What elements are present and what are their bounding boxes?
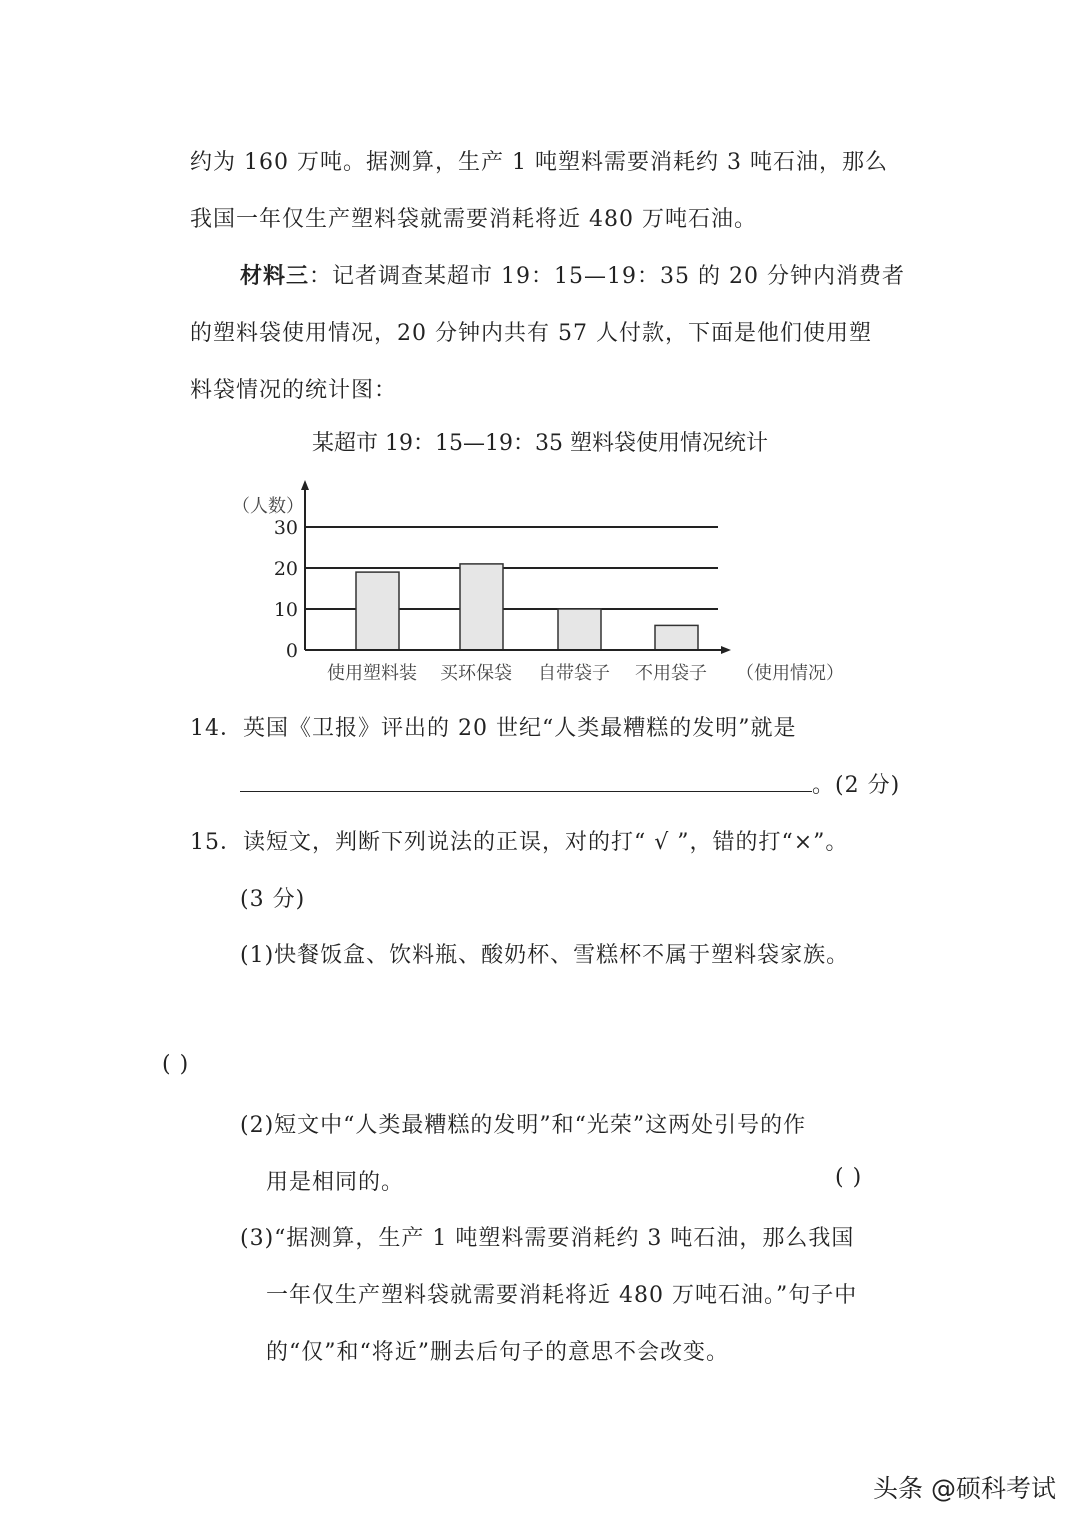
bar <box>356 572 399 650</box>
bar <box>558 609 601 650</box>
answer-blank[interactable] <box>240 771 812 792</box>
question-15: 15．读短文，判断下列说法的正误，对的打“ √ ”，错的打“×”。 <box>190 830 849 855</box>
bar <box>460 564 503 650</box>
y-axis-arrow-icon <box>301 480 309 490</box>
score: (3 分) <box>240 887 306 912</box>
passage-line: 约为 160 万吨。据测算，生产 1 吨塑料需要消耗约 3 吨石油，那么 <box>190 150 888 175</box>
answer-paren[interactable]: ( ) <box>162 1052 190 1077</box>
passage-line: 我国一年仅生产塑料袋就需要消耗将近 480 万吨石油。 <box>190 207 757 232</box>
x-tick-label: 不用袋子 <box>635 663 707 684</box>
x-axis-arrow-icon <box>721 646 731 654</box>
bar <box>655 625 698 650</box>
material-label: 材料三 <box>240 264 310 289</box>
statement-3: 的“仅”和“将近”删去后句子的意思不会改变。 <box>266 1340 729 1365</box>
x-tick-label: 使用塑料装 <box>327 663 417 684</box>
score: 。(2 分) <box>812 773 901 798</box>
question-14-answer-line <box>240 768 900 799</box>
y-tick-label: 20 <box>273 558 298 580</box>
question-14: 14．英国《卫报》评出的 20 世纪“人类最糟糕的发明”就是 <box>190 716 797 741</box>
answer-paren[interactable]: ( ) <box>835 1165 863 1190</box>
statement-3: (3)“据测算，生产 1 吨塑料需要消耗约 3 吨石油，那么我国 <box>240 1226 855 1251</box>
passage-line <box>240 259 905 290</box>
x-tick-label: 买环保袋 <box>440 663 512 684</box>
y-tick-label: 0 <box>285 640 298 662</box>
bar-chart <box>0 420 1080 700</box>
x-axis-label: （使用情况） <box>736 663 844 684</box>
passage-line: 的塑料袋使用情况，20 分钟内共有 57 人付款，下面是他们使用塑 <box>190 321 872 346</box>
statement-1: (1)快餐饭盒、饮料瓶、酸奶杯、雪糕杯不属于塑料袋家族。 <box>240 943 850 968</box>
y-axis-label: （人数） <box>232 496 304 517</box>
passage-line: 料袋情况的统计图： <box>190 378 398 403</box>
watermark: 头条 @硕科考试 <box>873 1474 1056 1503</box>
x-tick-label: 自带袋子 <box>538 663 610 684</box>
statement-2: (2)短文中“人类最糟糕的发明”和“光荣”这两处引号的作 <box>240 1113 807 1138</box>
material-text: ：记者调查某超市 19：15—19：35 的 20 分钟内消费者 <box>309 264 905 289</box>
statement-3: 一年仅生产塑料袋就需要消耗将近 480 万吨石油。”句子中 <box>266 1283 858 1308</box>
chart-title: 某超市 19：15—19：35 塑料袋使用情况统计 <box>312 431 768 456</box>
y-tick-label: 30 <box>273 517 298 539</box>
y-tick-label: 10 <box>273 599 298 621</box>
statement-2: 用是相同的。 <box>266 1170 405 1195</box>
